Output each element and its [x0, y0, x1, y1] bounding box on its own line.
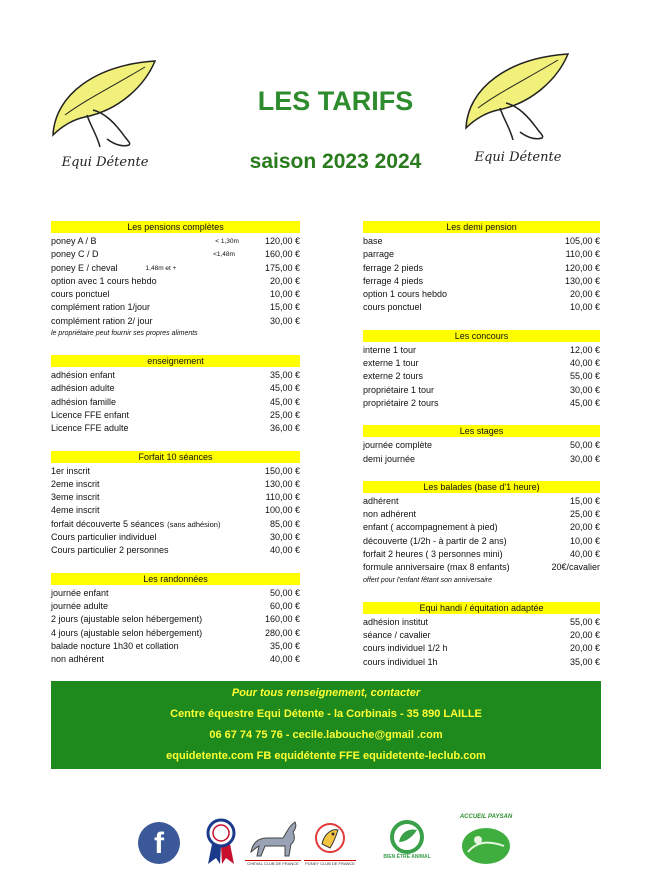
accueil-paysan-logo — [458, 814, 514, 866]
table-row — [51, 396, 300, 409]
row-price: 36,00 € — [269, 423, 300, 434]
table-row — [51, 653, 300, 666]
row-price: 110,00 € — [565, 249, 600, 260]
row-label: formule anniversaire (max 8 enfants) — [363, 562, 510, 573]
bien-etre-label: BIEN ÊTRE ANIMAL — [383, 854, 431, 860]
table-row — [363, 453, 600, 466]
row-price: 40,00 € — [569, 549, 600, 560]
row-note: <1,48m — [213, 251, 235, 259]
row-price: 130,00 € — [264, 478, 300, 489]
row-price: 40,00 € — [569, 358, 600, 369]
row-label: demi journée — [363, 453, 416, 464]
row-price: 55,00 € — [569, 371, 600, 382]
row-price: 20,00 € — [569, 643, 600, 654]
row-label: cours individuel 1h — [363, 656, 438, 667]
row-label: journée enfant — [51, 587, 109, 598]
row-label: 4 jours (ajustable selon hébergement) — [51, 627, 203, 638]
table-row — [363, 397, 600, 410]
row-label: enfant ( accompagnement à pied) — [363, 522, 498, 533]
row-price: 130,00 € — [564, 275, 600, 286]
table-row — [51, 235, 300, 248]
section-stages — [363, 425, 600, 466]
row-label: 3eme inscrit — [51, 492, 100, 503]
section-concours — [363, 330, 600, 410]
row-price: 160,00 € — [264, 614, 300, 625]
section-pensions — [51, 221, 300, 340]
row-label: poney E / cheval — [51, 262, 118, 273]
section-title: Les pensions complètes — [51, 221, 300, 233]
row-price: 55,00 € — [569, 616, 600, 627]
section-title: Les balades (base d'1 heure) — [363, 481, 600, 493]
row-note: < 1,30m — [215, 238, 239, 245]
table-row — [363, 548, 600, 561]
row-price: 280,00 € — [264, 627, 300, 638]
table-row — [51, 262, 300, 275]
table-row — [51, 491, 300, 504]
table-row — [51, 587, 300, 600]
table-row — [51, 422, 300, 435]
section-title: Les randonnées — [51, 573, 300, 585]
row-label: poney C / D — [51, 249, 99, 260]
table-row — [363, 357, 600, 370]
table-row — [51, 627, 300, 640]
row-note: 1,48m et + — [145, 264, 177, 272]
row-label: propriétaire 1 tour — [363, 384, 435, 395]
row-price: 25,00 € — [269, 409, 300, 420]
row-label: parrage — [363, 249, 395, 260]
table-row — [51, 382, 300, 395]
table-row — [363, 439, 600, 452]
section-title: enseignement — [51, 355, 300, 367]
table-row — [51, 518, 300, 531]
row-label: journée complète — [363, 440, 433, 451]
section-title: Les demi pension — [363, 221, 600, 233]
row-price: 10,00 € — [569, 302, 600, 313]
row-label: Cours particulier 2 personnes — [51, 545, 169, 556]
row-label: complément ration 2/ jour — [51, 315, 153, 326]
brand-name-right: Equi Détente — [474, 150, 562, 165]
row-price: 20,00 € — [569, 289, 600, 300]
row-price: 50,00 € — [569, 440, 600, 451]
table-row — [51, 544, 300, 557]
row-price: 25,00 € — [569, 509, 600, 520]
table-row — [51, 478, 300, 491]
facebook-icon: f — [154, 827, 164, 860]
contact-heading: Pour tous renseignement, contacter — [231, 687, 421, 699]
page-title: LES TARIFS — [257, 86, 414, 116]
row-label: adhésion institut — [363, 616, 429, 627]
row-price: 20,00 € — [569, 629, 600, 640]
row-label: 2eme inscrit — [51, 478, 100, 489]
section-demi-pension — [363, 221, 600, 315]
row-price: 175,00 € — [264, 262, 300, 273]
row-label: découverte (1/2h - à partir de 2 ans) — [363, 535, 507, 546]
horse-icon — [245, 818, 301, 858]
table-row — [363, 561, 600, 574]
row-label: séance / cavalier — [363, 629, 431, 640]
table-row — [363, 629, 600, 642]
section-equi-handi — [363, 602, 600, 669]
row-price: 35,00 € — [269, 370, 300, 381]
table-row — [363, 521, 600, 534]
row-price: 30,00 € — [569, 384, 600, 395]
row-label: ferrage 2 pieds — [363, 262, 424, 273]
row-price: 15,00 € — [569, 495, 600, 506]
rosette-icon — [206, 818, 236, 864]
row-label: complément ration 1/jour — [51, 302, 151, 313]
table-row — [363, 616, 600, 629]
row-label: forfait 2 heures ( 3 personnes mini) — [363, 549, 503, 560]
row-label: externe 2 tours — [363, 371, 424, 382]
contact-banner — [51, 681, 601, 769]
row-price: 30,00 € — [269, 532, 300, 543]
section-forfait — [51, 451, 300, 558]
row-price: 20€/cavalier — [551, 562, 600, 573]
row-price: 150,00 € — [264, 465, 300, 476]
row-price: 120,00 € — [564, 262, 600, 273]
table-row — [51, 465, 300, 478]
row-price: 100,00 € — [264, 505, 300, 516]
contact-address: Centre équestre Equi Détente - la Corbinais - 35 890 LAILLE — [170, 708, 482, 720]
row-price: 40,00 € — [269, 654, 300, 665]
row-label: cours ponctuel — [51, 289, 110, 300]
farm-icon — [458, 822, 514, 866]
cheval-club-label: CHEVAL CLUB DE FRANCE — [245, 860, 301, 866]
table-row — [363, 495, 600, 508]
section-enseignement — [51, 355, 300, 435]
poney-club-logo — [304, 820, 356, 868]
row-label: 4eme inscrit — [51, 505, 100, 516]
row-price: 45,00 € — [269, 383, 300, 394]
row-price: 12,00 € — [569, 344, 600, 355]
table-row — [363, 384, 600, 397]
row-label: Cours particulier individuel — [51, 532, 157, 543]
row-price: 10,00 € — [569, 535, 600, 546]
facebook-logo[interactable] — [138, 822, 180, 864]
section-title: Forfait 10 séances — [51, 451, 300, 463]
row-note: (sans adhésion) — [167, 519, 221, 529]
row-price: 105,00 € — [564, 236, 600, 246]
ffe-rosette-logo — [206, 818, 236, 864]
row-label: cours ponctuel — [363, 302, 422, 313]
row-label: base — [363, 236, 383, 246]
table-row — [51, 315, 300, 328]
row-label: adhésion enfant — [51, 370, 116, 381]
row-price: 20,00 € — [269, 275, 300, 286]
table-row — [51, 504, 300, 517]
footnote: le propriétaire peut fournir ses propres aliments — [51, 330, 198, 338]
table-row — [363, 656, 600, 669]
row-label: balade nocture 1h30 et collation — [51, 640, 179, 651]
season-subtitle: saison 2023 2024 — [249, 150, 422, 173]
section-balades — [363, 481, 600, 587]
table-row — [51, 369, 300, 382]
table-row — [51, 248, 300, 261]
table-row — [51, 640, 300, 653]
row-label: adhérent — [363, 495, 399, 506]
cheval-club-logo — [245, 818, 301, 868]
pony-icon — [304, 820, 356, 858]
row-label: ferrage 4 pieds — [363, 275, 424, 286]
row-price: 120,00 € — [264, 236, 300, 246]
row-price: 35,00 € — [569, 656, 600, 667]
row-label: option 1 cours hebdo — [363, 289, 448, 300]
row-label: adhésion adulte — [51, 383, 115, 394]
row-price: 15,00 € — [269, 302, 300, 313]
row-label: 1er inscrit — [51, 465, 91, 476]
table-row — [363, 262, 600, 275]
brand-name-left: Equi Détente — [61, 155, 149, 170]
row-label: interne 1 tour — [363, 344, 417, 355]
table-row — [363, 344, 600, 357]
table-row — [51, 613, 300, 626]
row-label: adhésion famille — [51, 396, 117, 407]
table-row — [51, 288, 300, 301]
table-row — [363, 248, 600, 261]
footnote: offert pour l'enfant fêtant son anniversaire — [363, 576, 492, 584]
row-price: 85,00 € — [269, 518, 300, 529]
table-row — [363, 275, 600, 288]
row-price: 20,00 € — [569, 522, 600, 533]
row-price: 50,00 € — [269, 587, 300, 598]
contact-phone-email[interactable]: 06 67 74 75 76 - cecile.labouche@gmail .com — [209, 729, 443, 741]
row-label: Licence FFE adulte — [51, 423, 129, 434]
table-row — [51, 409, 300, 422]
row-label: 2 jours (ajustable selon hébergement) — [51, 614, 203, 625]
table-row — [363, 535, 600, 548]
row-label — [51, 518, 220, 531]
section-title: Les stages — [363, 425, 600, 437]
row-price: 40,00 € — [269, 545, 300, 556]
leaf-badge-icon — [383, 820, 431, 854]
table-row — [363, 642, 600, 655]
row-label: poney A / B — [51, 236, 97, 246]
row-label: Licence FFE enfant — [51, 409, 130, 420]
accueil-paysan-label: ACCUEIL PAYSAN — [459, 814, 513, 820]
row-price: 30,00 € — [569, 453, 600, 464]
row-price: 45,00 € — [569, 397, 600, 408]
row-label-text: forfait découverte 5 séances — [51, 518, 165, 529]
row-label: option avec 1 cours hebdo — [51, 275, 157, 286]
row-label: journée adulte — [51, 600, 109, 611]
table-row — [363, 288, 600, 301]
row-price: 45,00 € — [269, 396, 300, 407]
section-randonnees — [51, 573, 300, 667]
table-row — [51, 531, 300, 544]
row-label: non adhérent — [363, 509, 417, 520]
row-label: propriétaire 2 tours — [363, 397, 439, 408]
row-price: 35,00 € — [269, 640, 300, 651]
row-price: 10,00 € — [269, 289, 300, 300]
contact-websites[interactable]: equidetente.com FB equidétente FFE equidetente-leclub.com — [166, 750, 486, 762]
row-price: 110,00 € — [265, 492, 300, 503]
right-column — [363, 221, 600, 669]
row-price: 30,00 € — [269, 315, 300, 326]
table-row — [363, 370, 600, 383]
table-row — [51, 301, 300, 314]
row-price: 60,00 € — [269, 600, 300, 611]
row-label: non adhérent — [51, 654, 105, 665]
bien-etre-animal-logo — [383, 820, 431, 868]
row-label: cours individuel 1/2 h — [363, 643, 448, 654]
left-column — [51, 221, 300, 666]
section-title: Equi handi / équitation adaptée — [363, 602, 600, 614]
table-row — [363, 301, 600, 314]
poney-club-label: PONEY CLUB DE FRANCE — [305, 861, 355, 866]
table-row — [51, 600, 300, 613]
table-row — [363, 235, 600, 248]
row-price: 160,00 € — [264, 249, 300, 260]
row-label: externe 1 tour — [363, 358, 419, 369]
section-title: Les concours — [363, 330, 600, 342]
table-row — [363, 508, 600, 521]
table-row — [51, 275, 300, 288]
